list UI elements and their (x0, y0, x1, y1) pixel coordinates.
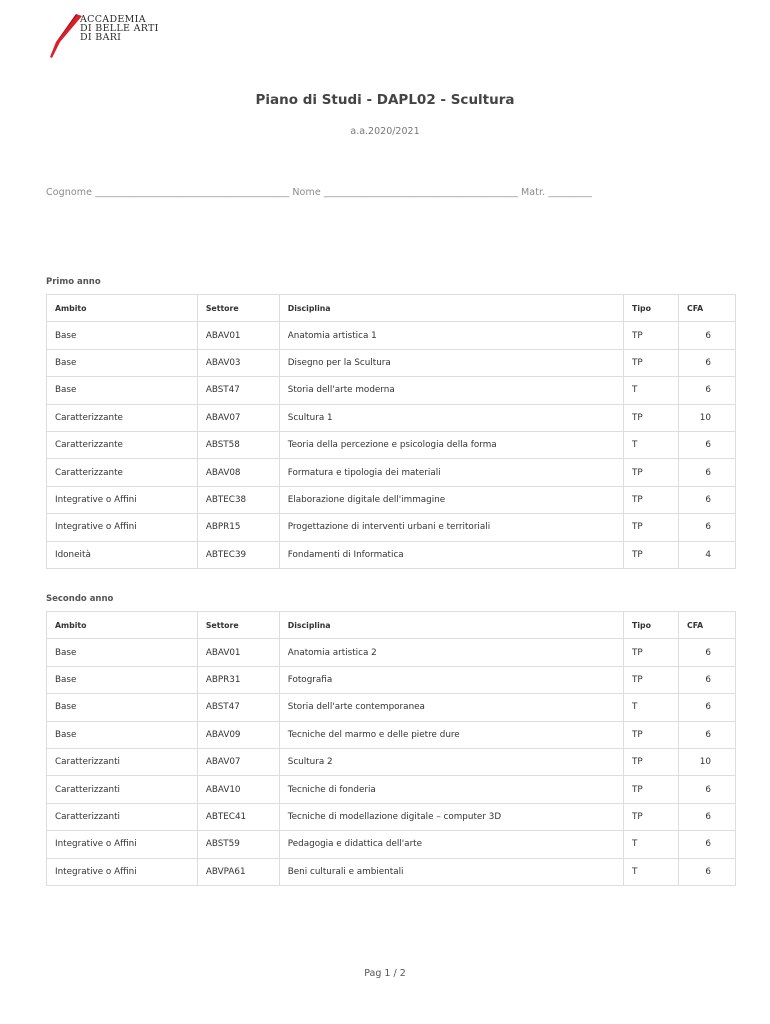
cell-tipo: T (624, 431, 679, 458)
cell-disciplina: Tecniche di modellazione digitale – computer 3D (279, 803, 623, 830)
table-row (47, 404, 736, 431)
cell-disciplina: Elaborazione digitale dell'immagine (279, 486, 623, 513)
cell-tipo: T (624, 858, 679, 885)
cell-disciplina: Scultura 2 (279, 748, 623, 775)
cell-settore: ABTEC39 (197, 541, 279, 568)
academic-year: a.a.2020/2021 (350, 126, 420, 137)
cell-ambito: Caratterizzante (47, 431, 198, 458)
cell-tipo: TP (624, 639, 679, 666)
cell-ambito: Base (47, 666, 198, 693)
cell-settore: ABAV07 (197, 748, 279, 775)
table-row (47, 721, 736, 748)
table-row (47, 776, 736, 803)
cell-disciplina: Fotografia (279, 666, 623, 693)
cell-tipo: TP (624, 349, 679, 376)
cell-settore: ABAV10 (197, 776, 279, 803)
col-header-disciplina: Disciplina (279, 612, 623, 639)
table-row (47, 459, 736, 486)
cell-cfa: 10 (678, 748, 735, 775)
cell-disciplina: Progettazione di interventi urbani e territoriali (279, 514, 623, 541)
section-label-primo-anno: Primo anno (46, 277, 101, 287)
table-row (47, 639, 736, 666)
cell-ambito: Base (47, 322, 198, 349)
cell-tipo: TP (624, 404, 679, 431)
table-row (47, 831, 736, 858)
col-header-cfa: CFA (678, 295, 735, 322)
cell-cfa: 6 (678, 694, 735, 721)
cell-ambito: Caratterizzanti (47, 748, 198, 775)
col-header-settore: Settore (197, 295, 279, 322)
table-row (47, 431, 736, 458)
cell-disciplina: Fondamenti di Informatica (279, 541, 623, 568)
cell-tipo: TP (624, 514, 679, 541)
cell-settore: ABST47 (197, 694, 279, 721)
cell-tipo: TP (624, 748, 679, 775)
cell-cfa: 6 (678, 459, 735, 486)
cell-disciplina: Scultura 1 (279, 404, 623, 431)
cell-tipo: TP (624, 803, 679, 830)
cell-settore: ABST58 (197, 431, 279, 458)
cell-ambito: Integrative o Affini (47, 514, 198, 541)
cell-settore: ABAV03 (197, 349, 279, 376)
logo-line: ACCADEMIA (80, 14, 146, 25)
col-header-settore: Settore (197, 612, 279, 639)
cell-disciplina: Pedagogia e didattica dell'arte (279, 831, 623, 858)
cell-tipo: TP (624, 541, 679, 568)
cell-ambito: Base (47, 721, 198, 748)
cell-cfa: 6 (678, 431, 735, 458)
table-row (47, 748, 736, 775)
cell-cfa: 6 (678, 858, 735, 885)
cell-cfa: 6 (678, 514, 735, 541)
col-header-tipo: Tipo (624, 612, 679, 639)
table-row (47, 803, 736, 830)
cell-cfa: 10 (678, 404, 735, 431)
col-header-tipo: Tipo (624, 295, 679, 322)
cell-settore: ABAV01 (197, 639, 279, 666)
cell-cfa: 6 (678, 322, 735, 349)
cell-disciplina: Storia dell'arte moderna (279, 377, 623, 404)
col-header-ambito: Ambito (47, 612, 198, 639)
cell-ambito: Idoneità (47, 541, 198, 568)
cell-disciplina: Anatomia artistica 1 (279, 322, 623, 349)
table-body (47, 639, 736, 886)
table-row (47, 514, 736, 541)
section-label-secondo-anno: Secondo anno (46, 594, 114, 604)
logo-line: DI BELLE ARTI (80, 23, 159, 34)
cell-disciplina: Disegno per la Scultura (279, 349, 623, 376)
cell-tipo: T (624, 831, 679, 858)
cell-tipo: TP (624, 721, 679, 748)
cell-ambito: Integrative o Affini (47, 858, 198, 885)
cell-settore: ABPR15 (197, 514, 279, 541)
cell-settore: ABAV08 (197, 459, 279, 486)
cell-tipo: T (624, 694, 679, 721)
table-header-row (47, 295, 736, 322)
cell-ambito: Integrative o Affini (47, 831, 198, 858)
cell-ambito: Integrative o Affini (47, 486, 198, 513)
cell-tipo: TP (624, 776, 679, 803)
table-row (47, 541, 736, 568)
cell-settore: ABST59 (197, 831, 279, 858)
cell-ambito: Caratterizzanti (47, 803, 198, 830)
document-title: Piano di Studi - DAPL02 - Scultura (255, 92, 515, 108)
cell-cfa: 6 (678, 776, 735, 803)
cell-disciplina: Beni culturali e ambientali (279, 858, 623, 885)
cell-settore: ABAV09 (197, 721, 279, 748)
col-header-disciplina: Disciplina (279, 295, 623, 322)
cell-disciplina: Anatomia artistica 2 (279, 639, 623, 666)
col-header-cfa: CFA (678, 612, 735, 639)
cell-ambito: Caratterizzante (47, 459, 198, 486)
cell-cfa: 6 (678, 831, 735, 858)
cell-ambito: Caratterizzanti (47, 776, 198, 803)
cell-tipo: TP (624, 459, 679, 486)
cell-disciplina: Storia dell'arte contemporanea (279, 694, 623, 721)
table-row (47, 322, 736, 349)
logo-line: DI BARI (80, 32, 122, 43)
table-row (47, 377, 736, 404)
cell-settore: ABST47 (197, 377, 279, 404)
logo-text (80, 15, 159, 42)
table-row (47, 349, 736, 376)
cell-tipo: TP (624, 322, 679, 349)
academy-logo (46, 12, 159, 60)
cell-cfa: 6 (678, 666, 735, 693)
cell-disciplina: Tecniche di fonderia (279, 776, 623, 803)
table-row (47, 858, 736, 885)
cell-ambito: Caratterizzante (47, 404, 198, 431)
cell-tipo: TP (624, 486, 679, 513)
cell-ambito: Base (47, 639, 198, 666)
cell-ambito: Base (47, 377, 198, 404)
cell-settore: ABTEC38 (197, 486, 279, 513)
cell-settore: ABAV01 (197, 322, 279, 349)
table-secondo-anno (46, 611, 736, 886)
cell-tipo: TP (624, 666, 679, 693)
cell-disciplina: Formatura e tipologia dei materiali (279, 459, 623, 486)
table-header-row (47, 612, 736, 639)
cell-cfa: 6 (678, 803, 735, 830)
cell-cfa: 4 (678, 541, 735, 568)
cell-settore: ABVPA61 (197, 858, 279, 885)
cell-ambito: Base (47, 694, 198, 721)
table-body (47, 322, 736, 569)
cell-cfa: 6 (678, 721, 735, 748)
page-number: Pag 1 / 2 (364, 968, 406, 979)
student-fields-line: Cognome ________________________________________ Nome ________________________________________ Matr. _________ (46, 187, 593, 198)
cell-settore: ABAV07 (197, 404, 279, 431)
cell-disciplina: Teoria della percezione e psicologia della forma (279, 431, 623, 458)
table-row (47, 486, 736, 513)
table-primo-anno (46, 294, 736, 569)
cell-cfa: 6 (678, 349, 735, 376)
cell-ambito: Base (47, 349, 198, 376)
table-row (47, 666, 736, 693)
cell-cfa: 6 (678, 486, 735, 513)
cell-tipo: T (624, 377, 679, 404)
cell-settore: ABTEC41 (197, 803, 279, 830)
col-header-ambito: Ambito (47, 295, 198, 322)
cell-disciplina: Tecniche del marmo e delle pietre dure (279, 721, 623, 748)
cell-cfa: 6 (678, 639, 735, 666)
table-row (47, 694, 736, 721)
cell-settore: ABPR31 (197, 666, 279, 693)
cell-cfa: 6 (678, 377, 735, 404)
